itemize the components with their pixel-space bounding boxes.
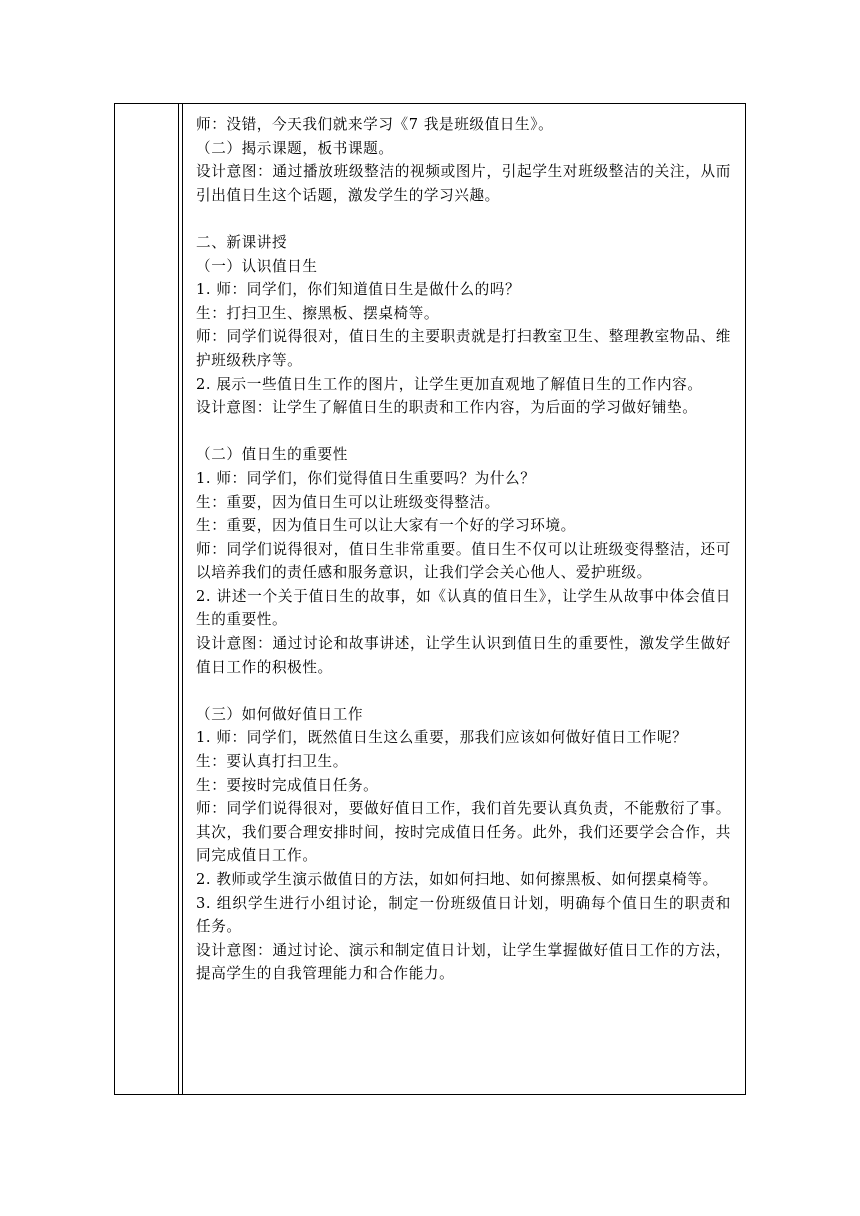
paragraph: 2. 展示一些值日生工作的图片，让学生更加直观地了解值日生的工作内容。 xyxy=(196,375,703,393)
paragraph: 师：同学们说得很对，值日生的主要职责就是打扫教室卫生、整理教室物品、维护班级秩序等。 xyxy=(196,328,731,369)
paragraph: 1. 师：同学们，既然值日生这么重要，那我们应该如何做好值日工作呢？ xyxy=(196,729,688,747)
paragraph: （二）揭示课题，板书课题。 xyxy=(196,139,394,157)
paragraph: 生：重要，因为值日生可以让大家有一个好的学习环境。 xyxy=(196,517,576,535)
paragraph: 师：同学们说得很对，值日生非常重要。值日生不仅可以让班级变得整洁，还可以培养我们的责任感和服务意识，让我们学会关心他人、爱护班级。 xyxy=(196,540,731,582)
paragraph: 师：没错，今天我们就来学习《7 我是班级值日生》。 xyxy=(196,116,554,133)
content-cell xyxy=(179,104,746,1095)
paragraph: 设计意图：通过讨论和故事讲述，让学生认识到值日生的重要性，激发学生做好值日工作的积极性。 xyxy=(196,635,731,676)
paragraph: （二）值日生的重要性 xyxy=(196,446,348,464)
paragraph: 1. 师：同学们，你们觉得值日生重要吗？为什么？ xyxy=(196,469,536,487)
paragraph: 设计意图：通过讨论、演示和制定值日计划，让学生掌握做好值日工作的方法，提高学生的自我管理能力和合作能力。 xyxy=(196,941,731,983)
paragraph: 生：打扫卫生、擦黑板、摆桌椅等。 xyxy=(196,304,440,322)
blank-line xyxy=(196,679,731,703)
paragraph: 二、新课讲授 xyxy=(196,233,288,251)
blank-line xyxy=(196,420,731,444)
paragraph: 1. 师：同学们，你们知道值日生是做什么的吗？ xyxy=(196,281,521,299)
lesson-plan-table xyxy=(114,103,746,1095)
paragraph: 3. 组织学生进行小组讨论，制定一份班级值日计划，明确每个值日生的职责和任务。 xyxy=(196,894,731,936)
inner-border-line xyxy=(182,104,183,1094)
paragraph: （一）认识值日生 xyxy=(196,257,318,275)
paragraph: 生：重要，因为值日生可以让班级变得整洁。 xyxy=(196,493,500,511)
paragraph: 师：同学们说得很对，要做好值日工作，我们首先要认真负责，不能敷衍了事。其次，我们要合理安排时间，按时完成值日任务。此外，我们还要学会合作，共同完成值日工作。 xyxy=(196,800,731,865)
paragraph: 生：要认真打扫卫生。 xyxy=(196,753,348,771)
paragraph: 设计意图：让学生了解值日生的职责和工作内容，为后面的学习做好铺垫。 xyxy=(196,399,698,417)
lesson-text xyxy=(179,104,745,986)
blank-line xyxy=(196,207,731,231)
paragraph: 2. 讲述一个关于值日生的故事，如《认真的值日生》，让学生从故事中体会值日生的重要性。 xyxy=(196,587,731,629)
paragraph: 生：要按时完成值日任务。 xyxy=(196,776,379,794)
left-label-column xyxy=(115,104,179,1095)
paragraph: 2. 教师或学生演示做值日的方法，如如何扫地、如何擦黑板、如何摆桌椅等。 xyxy=(196,871,718,888)
paragraph: （三）如何做好值日工作 xyxy=(196,705,364,723)
table-row xyxy=(115,104,746,1095)
paragraph: 设计意图：通过播放班级整洁的视频或图片，引起学生对班级整洁的关注，从而引出值日生这个话题，激发学生的学习兴趣。 xyxy=(196,163,731,204)
